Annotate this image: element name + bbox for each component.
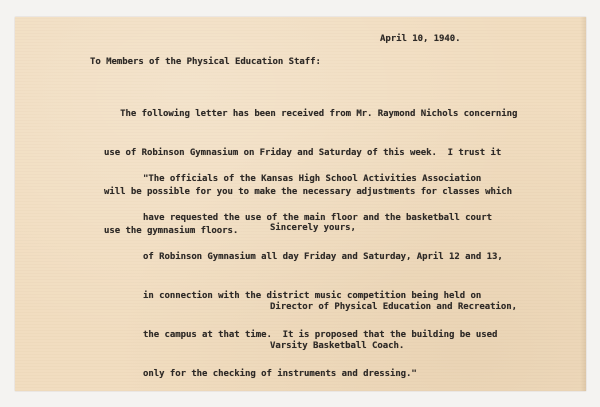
letter-body-line: use the gymnasium floors. (104, 226, 239, 236)
quoted-letter-line: only for the checking of instruments and dressing." (143, 369, 417, 379)
quoted-letter-line: in connection with the district music competition being held on (143, 291, 482, 301)
letter-body-line: will be possible for you to make the necessary adjustments for classes which (104, 187, 513, 197)
letter-closing: Sincerely yours, (270, 223, 356, 233)
quoted-letter-line: of Robinson Gymnasium all day Friday and Saturday, April 12 and 13, (143, 252, 503, 262)
letter-date: April 10, 1940. (380, 34, 461, 44)
letter-salutation: To Members of the Physical Education Staff: (90, 57, 321, 67)
signature-block (270, 275, 517, 366)
letter-body-line: use of Robinson Gymnasium on Friday and Saturday of this week. I trust it (104, 148, 502, 158)
letter-body-line: The following letter has been received from Mr. Raymond Nichols concerning (104, 109, 518, 119)
signature-title-line: Director of Physical Education and Recreation, (270, 302, 517, 312)
quoted-letter-line: have requested the use of the main floor and the basketball court (143, 213, 492, 223)
signature-title-line: Varsity Basketball Coach. (270, 341, 405, 351)
quoted-letter-line: "The officials of the Kansas High School Activities Association (143, 174, 482, 184)
quoted-letter-line: the campus at that time. It is proposed that the building be used (143, 330, 498, 340)
